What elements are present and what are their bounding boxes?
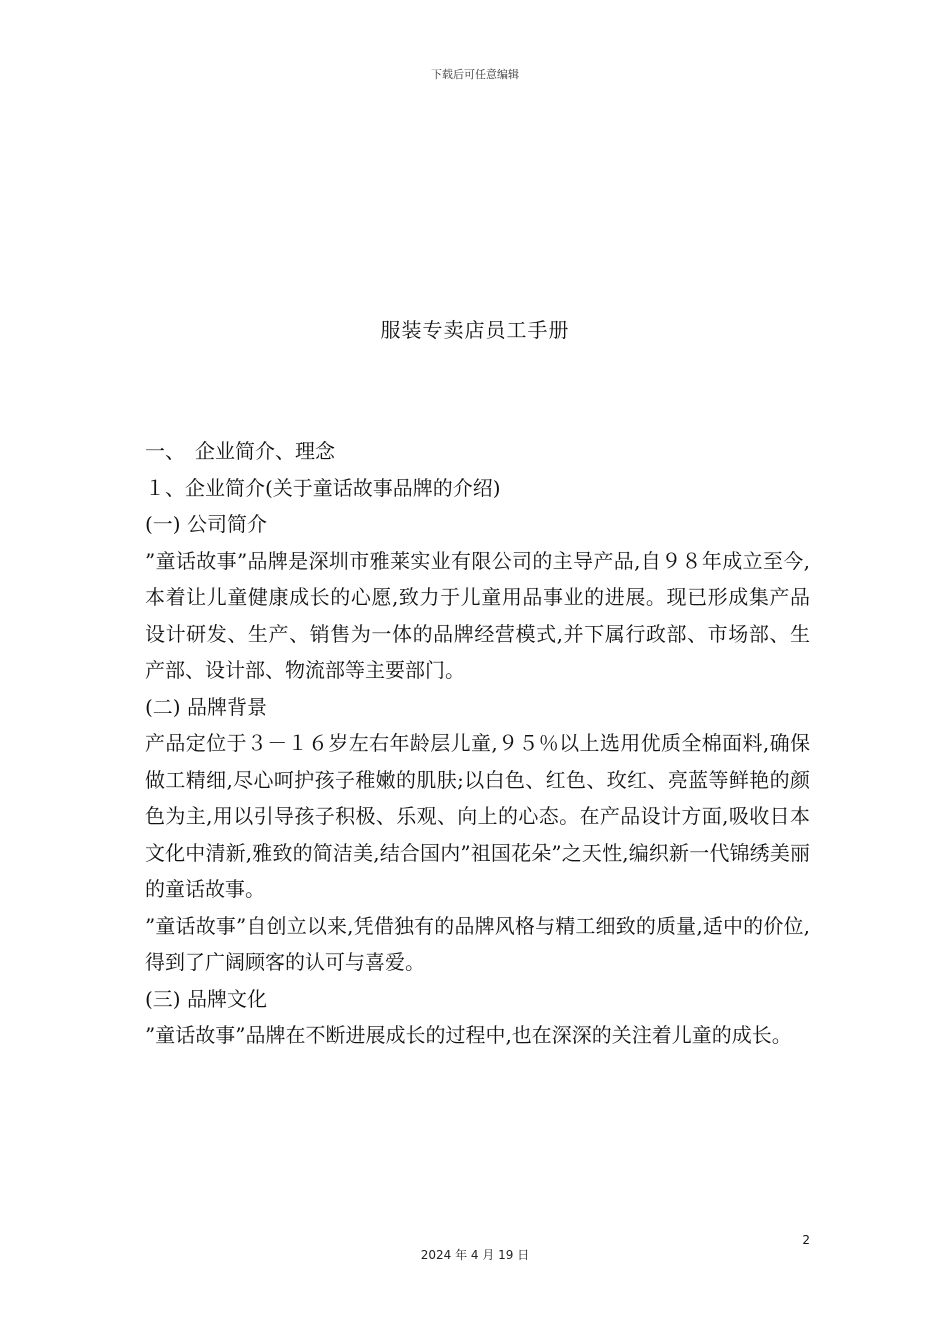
item-heading-company-overview: (一) 公司简介: [145, 512, 267, 536]
subsection-heading-company-profile: １、企业简介(关于童话故事品牌的介绍): [145, 475, 501, 500]
header-note: 下载后可任意编辑: [431, 68, 519, 81]
page-number: 2: [802, 1233, 810, 1247]
section-heading-company-intro: 一、 企业简介、理念: [145, 439, 335, 463]
footer-date: 2024 年 4 月 19 日: [420, 1248, 530, 1262]
document-title: 服装专卖店员工手册: [380, 318, 570, 342]
item-heading-brand-culture: (三) 品牌文化: [145, 986, 267, 1011]
item-heading-brand-background: (二) 品牌背景: [145, 694, 267, 719]
paragraph-brand-culture: ”童话故事”品牌在不断进展成长的过程中,也在深深的关注着儿童的成长。: [145, 1023, 792, 1047]
paragraph-brand-background: 产品定位于３－１６岁左右年龄层儿童,９５％以上选用优质全棉面料,确保做工精细,尽心呵护孩子稚嫩的肌肤;以白色、红色、玫红、亮蓝等鲜艳的颜色为主,用以引导孩子积极、乐观、向上的心态。在产品设计方面,吸收日本文化中清新,雅致的简洁美,结合国内”祖国花朵”之天性,编织新一代锦绣美丽的童话故事。: [145, 731, 810, 901]
paragraph-brand-reception: ”童话故事”自创立以来,凭借独有的品牌风格与精工细致的质量,适中的价位,得到了广阔顾客的认可与喜爱。: [145, 913, 810, 974]
paragraph-company-overview: ”童话故事”品牌是深圳市雅莱实业有限公司的主导产品,自９８年成立至今,本着让儿童健康成长的心愿,致力于儿童用品事业的进展。现已形成集产品设计研发、生产、销售为一体的品牌经营模式,并下属行政部、市场部、生产部、设计部、物流部等主要部门。: [145, 548, 810, 682]
document-body: [145, 433, 810, 1054]
